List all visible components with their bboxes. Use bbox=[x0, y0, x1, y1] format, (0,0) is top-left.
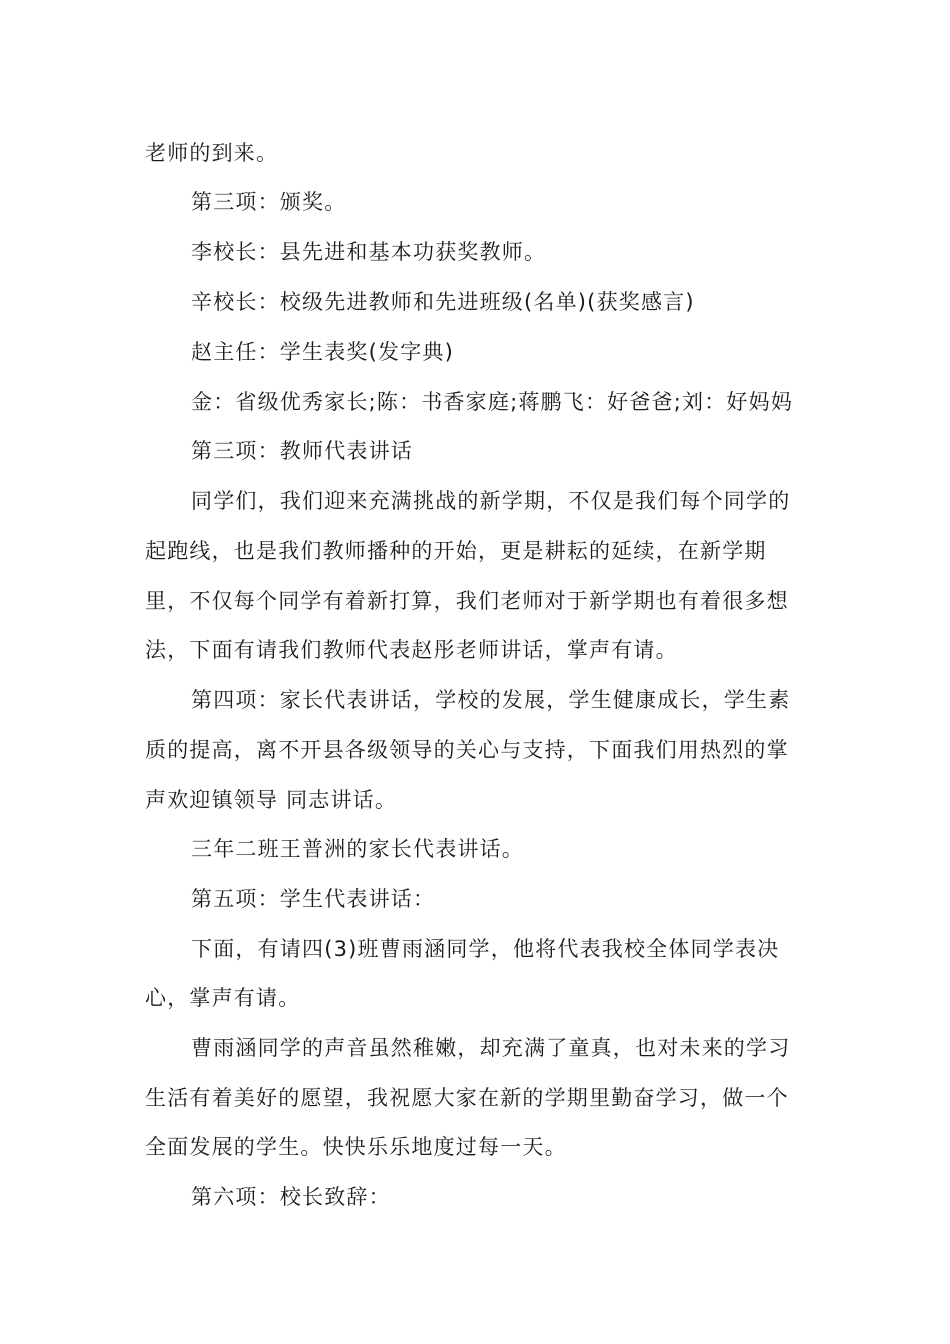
text-line: 赵主任：学生表奖(发字典) bbox=[191, 340, 454, 364]
text-line: 老师的到来。 bbox=[145, 141, 279, 165]
text-line: 第三项：教师代表讲话 bbox=[191, 439, 413, 463]
text-line: 曹雨涵同学的声音虽然稚嫩，却充满了童真，也对未来的学习 bbox=[191, 1036, 791, 1060]
text-line: 辛校长：校级先进教师和先进班级(名单)(获奖感言) bbox=[191, 290, 695, 314]
text-line: 全面发展的学生。快快乐乐地度过每一天。 bbox=[145, 1135, 567, 1159]
text-line: 生活有着美好的愿望，我祝愿大家在新的学期里勤奋学习，做一个 bbox=[145, 1086, 789, 1110]
text-line: 法，下面有请我们教师代表赵彤老师讲话，掌声有请。 bbox=[145, 638, 678, 662]
text-line: 李校长：县先进和基本功获奖教师。 bbox=[191, 240, 547, 264]
text-line: 金：省级优秀家长;陈：书香家庭;蒋鹏飞：好爸爸;刘：好妈妈 bbox=[191, 390, 794, 414]
text-line: 第四项：家长代表讲话，学校的发展，学生健康成长，学生素 bbox=[191, 688, 791, 712]
text-line: 声欢迎镇领导 同志讲话。 bbox=[145, 788, 398, 812]
text-line: 里，不仅每个同学有着新打算，我们老师对于新学期也有着很多想 bbox=[145, 589, 789, 613]
text-line: 起跑线，也是我们教师播种的开始，更是耕耘的延续，在新学期 bbox=[145, 539, 767, 563]
text-line: 三年二班王普洲的家长代表讲话。 bbox=[191, 837, 524, 861]
text-line: 质的提高，离不开县各级领导的关心与支持，下面我们用热烈的掌 bbox=[145, 738, 789, 762]
text-line: 第五项：学生代表讲话： bbox=[191, 887, 436, 911]
text-line: 同学们，我们迎来充满挑战的新学期，不仅是我们每个同学的 bbox=[191, 489, 791, 513]
text-line: 第三项：颁奖。 bbox=[191, 190, 347, 214]
text-line: 下面，有请四(3)班曹雨涵同学，他将代表我校全体同学表决 bbox=[191, 937, 780, 961]
text-line: 第六项：校长致辞： bbox=[191, 1185, 391, 1209]
text-line: 心，掌声有请。 bbox=[145, 986, 301, 1010]
